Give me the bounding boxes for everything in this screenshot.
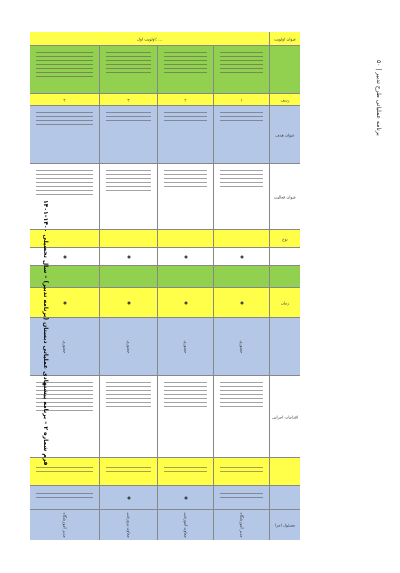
row-num-cell-3 [100,94,158,105]
responsible-cell-3 [100,510,158,540]
tasks-label [270,376,300,457]
activity-cell-3 [100,164,158,229]
indicator-dot [127,496,130,499]
responsible-strip [30,510,300,540]
green-cell-4 [30,266,100,287]
activity-cell-1 [214,164,270,229]
type-label [270,230,300,247]
mode-text-4: حضوری [62,339,67,354]
responsible-cell-2 [158,510,214,540]
mark1-label [270,248,300,265]
time-cell-3 [100,288,158,317]
period-strip [30,458,300,486]
mark-dot [184,255,187,258]
header-strip [30,32,300,46]
indicator-dot [184,496,187,499]
green-label [270,266,300,287]
sheet-title: فرم شماره ۲ – برنامه پیشنهادی عملیاتی دبستان (برنامه تدبیر) – سال تحصیلی ۱۴۰۰–۱۴۰۱ [42,200,49,466]
time-cell-1 [214,288,270,317]
time-label [270,288,300,317]
indicator-cell-2 [158,486,214,509]
row-number-strip [30,94,300,106]
row-num-2: ۲ [184,97,187,102]
mode-cell-3 [100,318,158,375]
indicator-cell-3 [100,486,158,509]
time-cell-2 [158,288,214,317]
header-subtitle: اولویت اول: ... [136,36,163,41]
mark1-cell-3 [100,248,158,265]
goal-area-cell-3 [100,46,158,93]
type-cell-1 [214,230,270,247]
tasks-cell-1 [214,376,270,457]
green-cell-2 [158,266,214,287]
responsible-label [270,510,300,540]
row-num-label [270,94,300,105]
goal-title-label [270,106,300,163]
mode-cell-4 [30,318,100,375]
indicator-strip [30,486,300,510]
mode-label [270,318,300,375]
goal-title-cell-4 [30,106,100,163]
mark1-cell-2 [158,248,214,265]
mark-dot [63,255,66,258]
period-cell-2 [158,458,214,485]
row-num-cell-2 [158,94,214,105]
row-num-cell-4 [30,94,100,105]
activity-cell-4 [30,164,100,229]
period-cell-4 [30,458,100,485]
green-cell-1 [214,266,270,287]
goal-area-cell-2 [158,46,214,93]
responsible-text-4: مدیر آموزشگاه [62,512,67,538]
type-cell-3 [100,230,158,247]
mode-text-3: حضوری [126,339,131,354]
activity-label [270,164,300,229]
goal-title-label-text: عنوان هدف [275,132,295,137]
goal-title-strip [30,106,300,164]
indicator-label [270,486,300,509]
header-cell [30,32,270,45]
tasks-cell-2 [158,376,214,457]
tasks-label-text: اقدامات اجرایی [272,414,298,419]
goal-area-cell-4 [30,46,100,93]
tasks-strip [30,376,300,458]
mode-text-1: حضوری [239,339,244,354]
mode-strip [30,318,300,376]
time-cell-4 [30,288,100,317]
activity-strip [30,164,300,230]
goal-title-cell-3 [100,106,158,163]
header-label-cell [270,32,300,45]
responsible-cell-1 [214,510,270,540]
indicator-cell-1 [214,486,270,509]
period-cell-3 [100,458,158,485]
time-dot [127,301,130,304]
type-cell-2 [158,230,214,247]
period-label [270,458,300,485]
row-num-cell-1 [214,94,270,105]
tasks-cell-4 [30,376,100,457]
mark-dot [127,255,130,258]
mode-cell-1 [214,318,270,375]
mark1-cell-1 [214,248,270,265]
mark-strip-1 [30,248,300,266]
responsible-text-1: مدیر آموزشگاه [239,512,244,538]
activity-label-text: عنوان فعالیت [273,194,297,199]
mode-cell-2 [158,318,214,375]
page-footer: ۵۰ | برنامه عملیاتی طرح تدبیر [375,60,382,136]
responsible-text-2: معاون آموزشی [183,512,188,538]
row-num-4: ۴ [63,97,66,102]
mark-dot [240,255,243,258]
type-cell-4 [30,230,100,247]
green-cell-3 [100,266,158,287]
activity-cell-2 [158,164,214,229]
goal-title-cell-2 [158,106,214,163]
time-strip [30,288,300,318]
responsible-text-3: معاون پرورشی [126,512,131,538]
period-cell-1 [214,458,270,485]
row-num-label-text: ردیف [280,97,290,102]
time-dot [184,301,187,304]
mark1-cell-4 [30,248,100,265]
indicator-cell-4 [30,486,100,509]
responsible-cell-4 [30,510,100,540]
goal-title-cell-1 [214,106,270,163]
tasks-cell-3 [100,376,158,457]
time-dot [63,301,66,304]
row-num-1: ۱ [240,97,243,102]
row-num-3: ۳ [127,97,130,102]
green-band [30,266,300,288]
responsible-label-text: مسئول اجرا [274,522,296,528]
type-label-text: نوع [282,236,288,241]
goal-area-label [270,46,300,93]
header-label: عنوان اولویت [273,36,297,41]
type-strip [30,230,300,248]
time-label-text: زمان [280,300,290,305]
time-dot [240,301,243,304]
goal-area-cell-1 [214,46,270,93]
goal-area-strip [30,46,300,94]
mode-text-2: حضوری [183,339,188,354]
